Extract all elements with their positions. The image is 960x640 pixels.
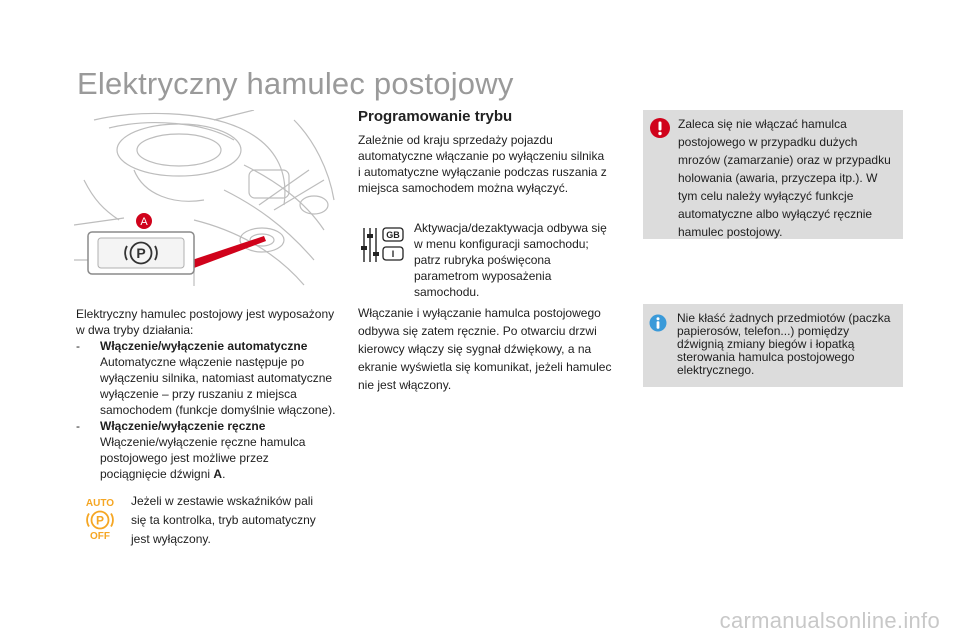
lever-reference: A <box>213 467 223 481</box>
list-item <box>76 418 338 482</box>
svg-text:GB: GB <box>386 230 400 240</box>
parking-brake-illustration <box>74 110 336 286</box>
info-text: Nie kłaść żadnych przedmiotów (paczka papierosów, telefon...) pomiędzy dźwignią zmiany biegów i łopatką sterowania hamulca postojowego elektrycznego. <box>677 311 891 377</box>
svg-text:OFF: OFF <box>90 531 110 540</box>
list-item <box>76 338 338 418</box>
callout-a-label: A <box>140 216 148 228</box>
warning-box <box>643 110 903 239</box>
auto-off-text: Jeżeli w zestawie wskaźników pali się ta kontrolka, tryb automatyczny jest wyłączony. <box>131 494 316 546</box>
list-item-text-part: Włączenie/wyłączenie ręczne hamulca postojowego jest możliwe przez pociągnięcie dźwigni <box>100 435 306 481</box>
list-item-heading: Włączenie/wyłączenie ręczne <box>100 419 266 433</box>
list-dash: - <box>76 419 80 433</box>
list-item-text-end: . <box>222 467 226 481</box>
svg-text:I: I <box>391 249 395 259</box>
list-item-heading: Włączenie/wyłączenie automatyczne <box>100 339 308 353</box>
auto-off-warning-icon <box>78 496 122 540</box>
console-drawing <box>74 110 336 286</box>
info-box <box>643 304 903 387</box>
page-title: Elektryczny hamulec postojowy <box>77 66 514 101</box>
configuration-menu-icon <box>360 226 406 264</box>
manual-mode-paragraph: Włączanie i wyłączanie hamulca postojowego odbywa się zatem ręcznie. Po otwarciu drzwi kierowcy włączy się sygnał dźwiękowy, a na ekranie wyświetla się komunikat, jeżeli hamulec nie jest włączony. <box>358 306 612 392</box>
svg-text:AUTO: AUTO <box>85 498 115 509</box>
list-item-text: Automatyczne włączenie następuje po wyłączeniu silnika, natomiast automatyczne wyłączenie – przy ruszaniu z miejsca samochodem (funkcje domyślnie włączone). <box>100 355 336 417</box>
watermark: carmanualsonline.info <box>719 608 940 633</box>
warning-text: Zaleca się nie włączać hamulca postojowego w przypadku dużych mrozów (zamarzanie) oraz w przypadku holowania (awaria, przyczepa itp.). W tym celu należy wyłączyć funkcje automatyczne albo wyłączyć ręcznie hamulec postojowy. <box>678 117 891 239</box>
modes-intro: Elektryczny hamulec postojowy jest wyposażony w dwa tryby działania: <box>76 307 335 337</box>
warning-icon <box>649 117 671 139</box>
programming-paragraph: Zależnie od kraju sprzedaży pojazdu automatyczne włączanie po wyłączeniu silnika i automatyczne wyłączanie podczas ruszania z miejsca samochodem można wyłączyć. <box>358 133 607 195</box>
parking-symbol-letter: P <box>136 245 146 261</box>
info-icon <box>649 314 667 332</box>
section-heading: Programowanie trybu <box>358 108 513 125</box>
list-item-text <box>100 434 338 482</box>
svg-text:P: P <box>95 513 105 528</box>
modes-section <box>76 306 338 482</box>
configuration-note: Aktywacja/dezaktywacja odbywa się w menu konfiguracji samochodu; patrz rubryka poświęcona parametrom wyposażenia samochodu. <box>414 221 607 299</box>
list-dash: - <box>76 339 80 353</box>
